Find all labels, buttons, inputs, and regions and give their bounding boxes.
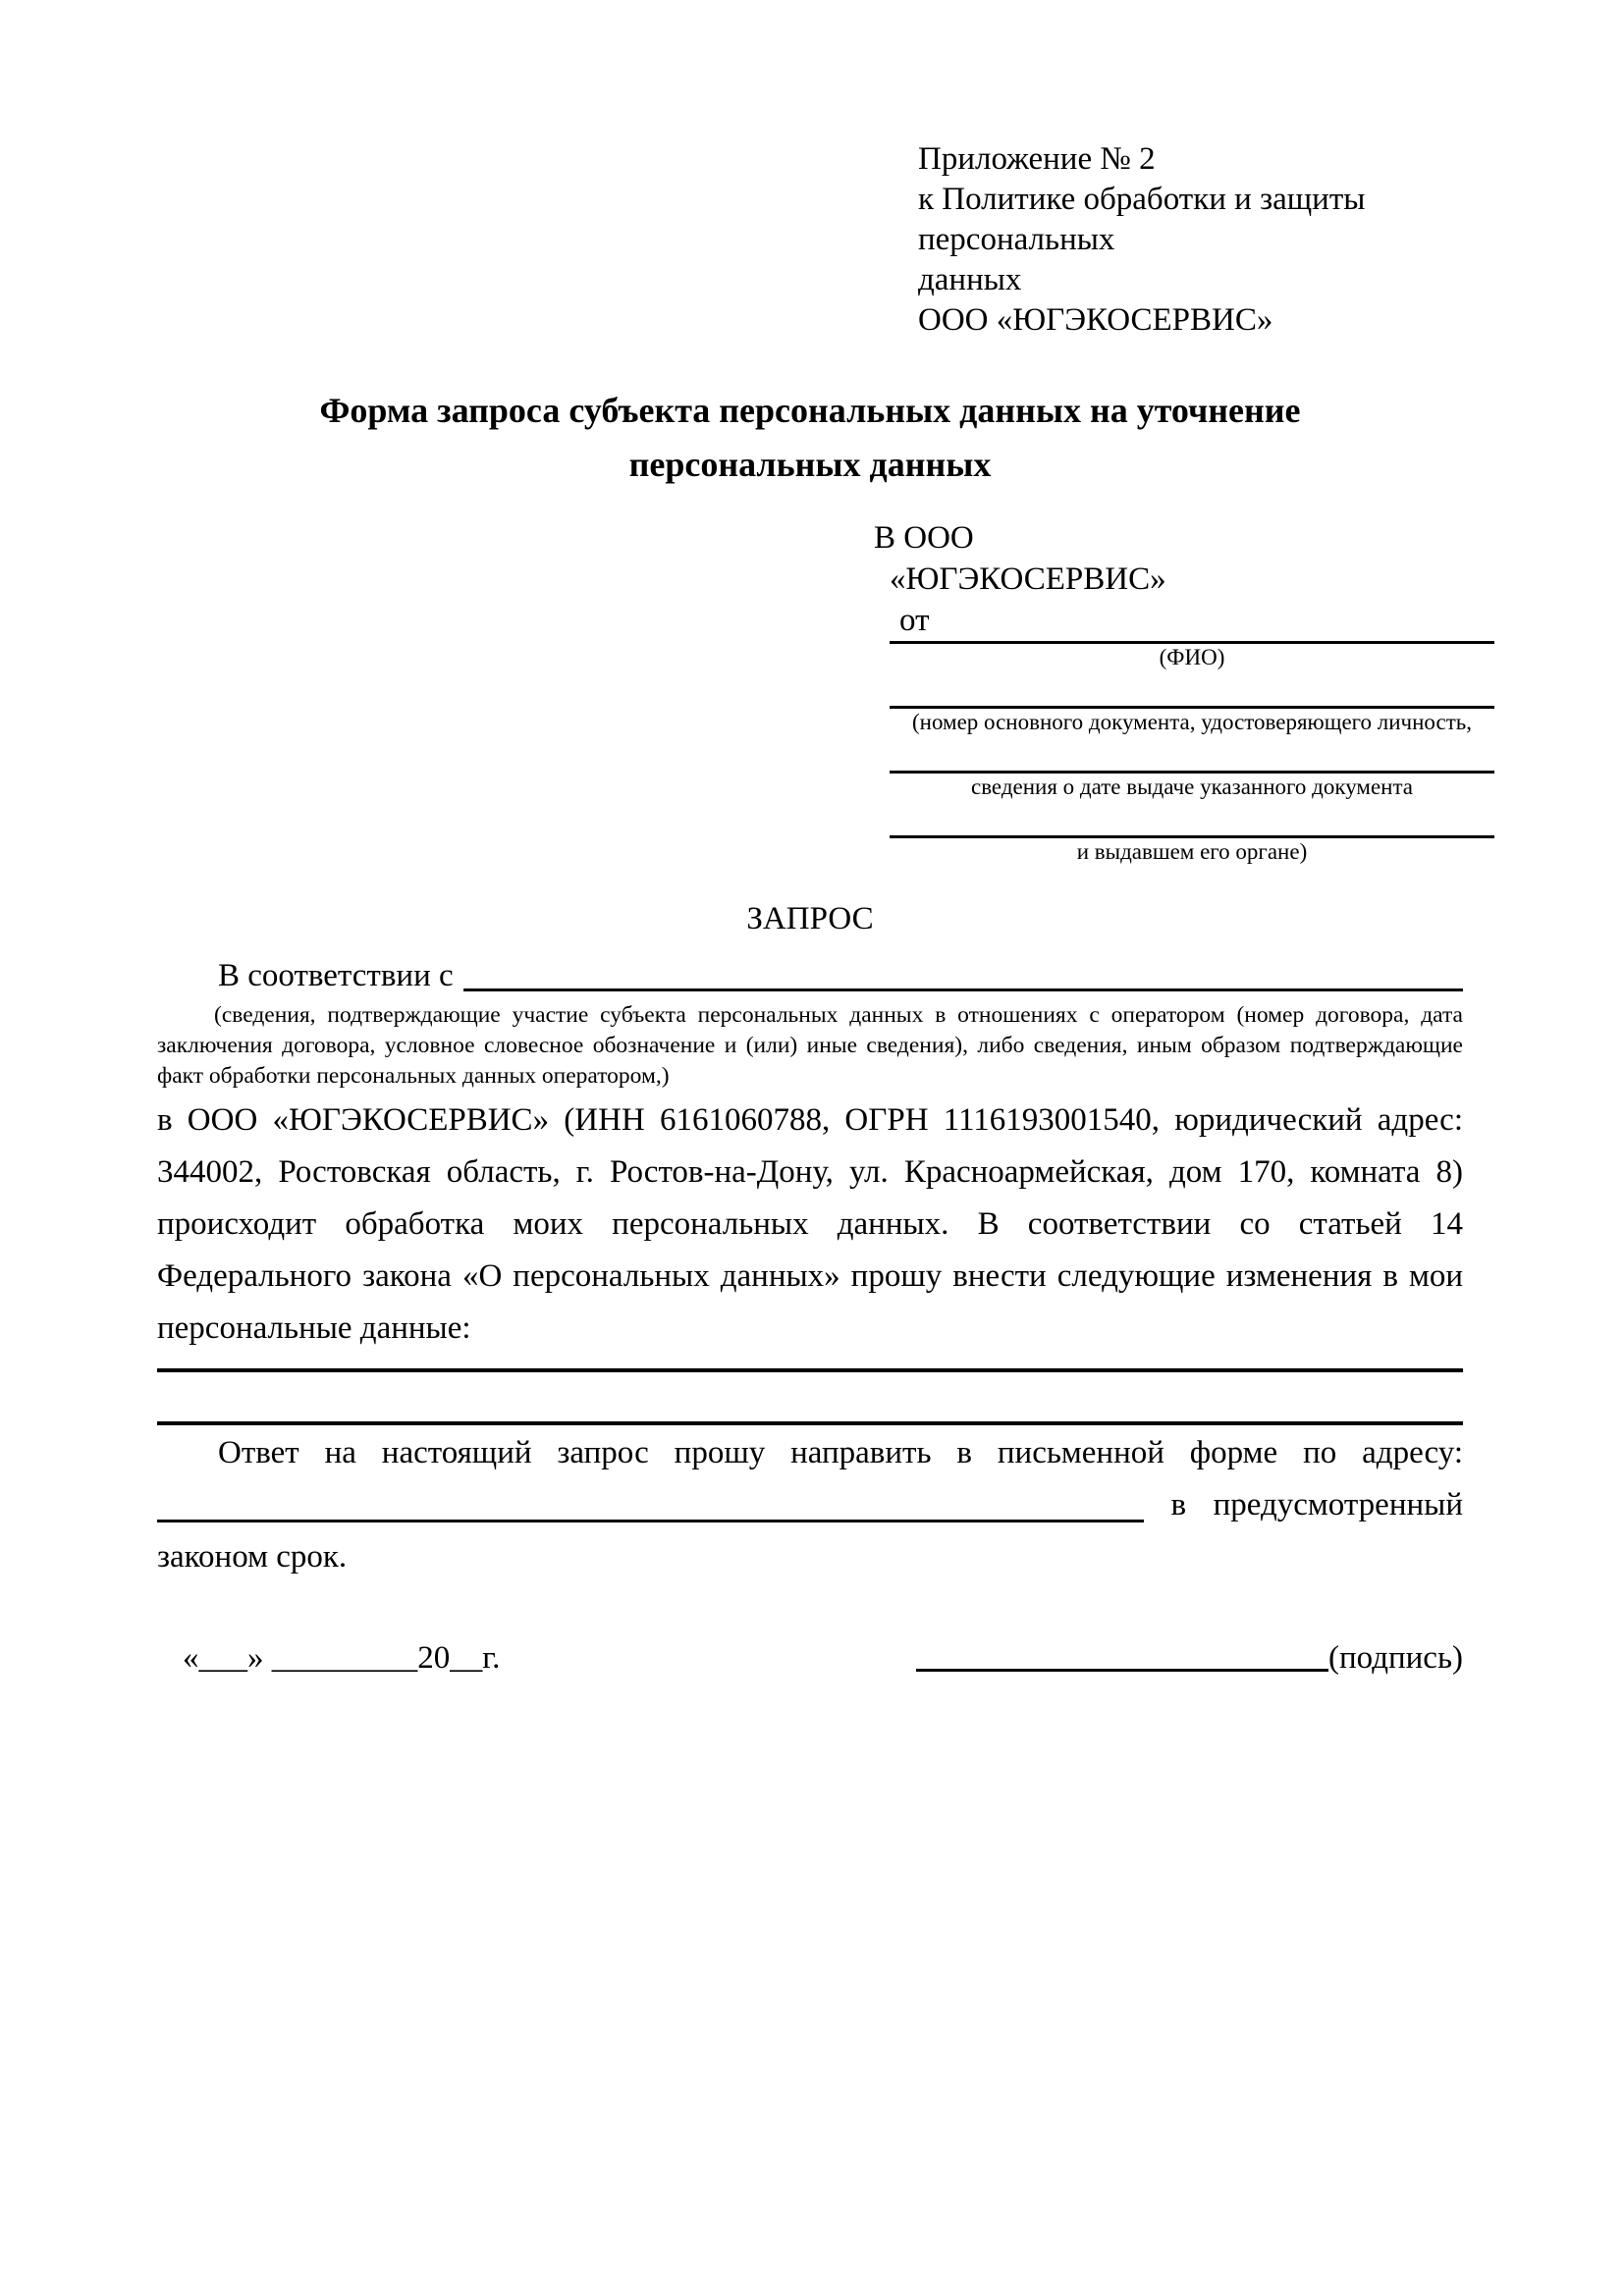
- fio-field: [874, 641, 1494, 670]
- appendix-note-line: к Политике обработки и защиты персональных: [918, 182, 1366, 257]
- signature-caption: (подпись): [1328, 1640, 1463, 1676]
- fio-caption: (ФИО): [1159, 645, 1225, 669]
- appendix-note-line: ООО «ЮГЭКОСЕРВИС»: [918, 302, 1273, 338]
- signature-group: [916, 1636, 1463, 1680]
- addressee-company-name: «ЮГЭКОСЕРВИС»: [890, 561, 1166, 597]
- reply-request-sentence: Ответ на настоящий запрос прошу направить в письменной форме по адресу:: [218, 1435, 1463, 1470]
- request-heading: ЗАПРОС: [746, 901, 874, 936]
- appendix-note-line: данных: [918, 262, 1022, 297]
- issue-date-caption: сведения о дате выдаче указанного документа: [970, 774, 1414, 799]
- reply-word: в: [1170, 1487, 1187, 1522]
- relation-details-blank-line: [463, 953, 1463, 991]
- issuing-authority-caption: и выдавшем его органе): [1076, 839, 1308, 864]
- document-number-caption: (номер основного документа, удостоверяющего личность,: [911, 710, 1472, 734]
- addressee-to-line: В ООО: [874, 520, 974, 556]
- form-title: Форма запроса субъекта персональных данных на уточнение персональных данных: [319, 391, 1301, 484]
- reply-address-line: [157, 1479, 1463, 1531]
- request-body-paragraph: в ООО «ЮГЭКОСЕРВИС» (ИНН 6161060788, ОГРН 1116193001540, юридический адрес: 344002, Ростовская область, г. Ростов-на-Дону, ул. Красноармейская, дом 170, комната 8) происходит обработка моих персональных данных. В соответствии со статьей 14 Федерального закона «О персональных данных» прошу внести следующие изменения в мои персональные данные:: [157, 1102, 1463, 1346]
- date-signature-row: [157, 1636, 1463, 1680]
- changes-blank-line-2: [157, 1421, 1463, 1425]
- issuing-authority-field: [874, 835, 1494, 865]
- request-intro-prefix: В соответствии с: [218, 958, 454, 993]
- signature-blank-line: [916, 1669, 1328, 1672]
- appendix-note: [918, 139, 1463, 341]
- issue-date-field: [874, 771, 1494, 800]
- document-number-field: [874, 706, 1494, 735]
- appendix-note-line: Приложение № 2: [918, 141, 1156, 177]
- request-intro-line: [157, 953, 1463, 998]
- relation-details-note: (сведения, подтверждающие участие субъекта персональных данных в отношениях с оператором (номер договора, дата заключения договора, условное словесное обозначение и (или) иные сведения), либо сведения, иным образом подтверждающие факт обработки персональных данных оператором,): [157, 1002, 1463, 1089]
- reply-address-blank-line: [157, 1520, 1144, 1522]
- reply-closing: законом срок.: [157, 1539, 348, 1575]
- date-blank: «___» _________20__г.: [183, 1640, 501, 1676]
- addressee-from-label: от: [899, 603, 930, 638]
- addressee-block: [874, 517, 1494, 865]
- changes-blank-line-1: [157, 1368, 1463, 1372]
- reply-word: предусмотренный: [1213, 1487, 1463, 1522]
